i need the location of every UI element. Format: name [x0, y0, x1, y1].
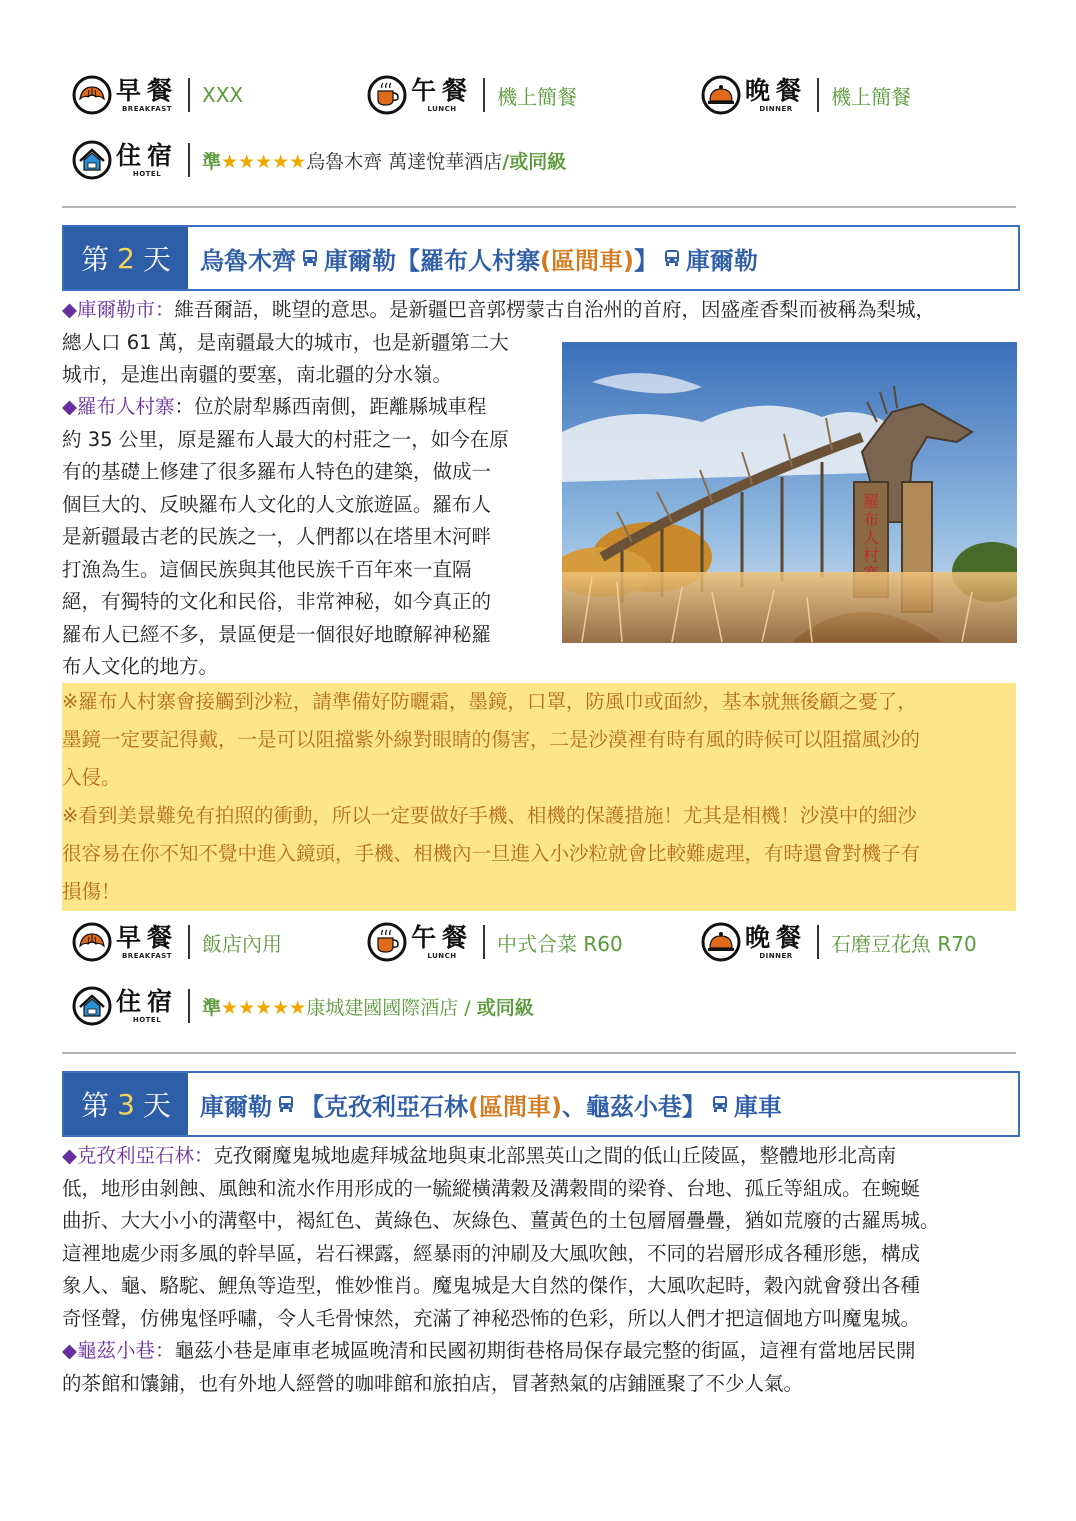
- breakfast-label: 早餐: [116, 922, 179, 952]
- route-stop: 【克孜利亞石林: [300, 1092, 468, 1121]
- breakfast-label: 早餐: [116, 75, 179, 105]
- dinner-label: 晚餐: [745, 75, 808, 105]
- breakfast-label-en: BREAKFAST: [121, 104, 173, 113]
- day1-breakfast: [72, 70, 243, 120]
- bus-icon: [302, 249, 318, 267]
- note-line: ※看到美景難免有拍照的衝動，所以一定要做好手機、相機的保護措施！尤其是相機！沙漠中的細沙: [62, 804, 917, 827]
- bus-icon: [712, 1095, 728, 1113]
- divider: [188, 78, 190, 112]
- croissant-icon: [72, 922, 112, 962]
- kucha-key: ◆龜茲小巷：: [62, 1339, 175, 1362]
- kucha-line: 的茶館和馕鋪，也有外地人經營的咖啡館和旅拍店，冒著熱氣的店鋪匯聚了不少人氣。: [62, 1371, 804, 1395]
- lunch-label-en: LUNCH: [427, 951, 457, 960]
- note-line: 入侵。: [62, 766, 121, 789]
- day1-lunch: [367, 70, 577, 120]
- day-prefix: 第: [81, 1089, 110, 1122]
- photo-sign-text: 羅布人村: [862, 492, 880, 565]
- day3-header: [62, 1071, 1020, 1137]
- hotel-label-en: HOTEL: [132, 1015, 162, 1024]
- hotel-alt: /或同級: [502, 150, 567, 173]
- divider: [817, 925, 819, 959]
- hotel-name: 烏魯木齊 萬達悅華酒店: [306, 150, 503, 173]
- kizil-line: 曲折、大大小小的溝壑中，褐紅色、黃綠色、灰綠色、薑黃色的土包層層疊疊，猶如荒廢的古羅馬城。: [62, 1209, 940, 1232]
- croissant-icon: [72, 75, 112, 115]
- hotel-grade: 準: [202, 150, 222, 173]
- note-line: 墨鏡一定要記得戴，一是可以阻擋紫外線對眼睛的傷害，二是沙漠裡有時有風的時候可以阻擋風沙的: [62, 728, 921, 751]
- kizil-line: 低，地形由剝蝕、風蝕和流水作用形成的一毓縱橫溝穀及溝穀間的梁脊、台地、孤丘等組成。在蜿蜒: [62, 1176, 921, 1200]
- hotel-value: [202, 147, 566, 174]
- lunch-value: 機上簡餐: [497, 84, 578, 109]
- day-number: 3: [117, 1087, 135, 1121]
- route-stop-2: 、龜茲小巷】: [561, 1092, 706, 1121]
- day-prefix: 第: [81, 243, 110, 276]
- korla-line: 總人口 61 萬，是南疆最大的城市，也是新疆第二大: [62, 330, 509, 354]
- kizil-line: 克孜爾魔鬼城地處拜城盆地與東北部黑英山之間的低山丘陵區，整體地形北高南: [213, 1144, 897, 1167]
- day1-hotel: [72, 135, 566, 185]
- divider: [188, 989, 190, 1023]
- dinner-label-en: DINNER: [759, 104, 793, 113]
- lunch-value: 中式合菜 R60: [497, 931, 623, 956]
- loplik-village-photo: [562, 342, 1017, 643]
- day2-breakfast: [72, 917, 282, 967]
- divider: [483, 78, 485, 112]
- lunch-label-en: LUNCH: [427, 104, 457, 113]
- loplik-line: 打漁為生。這個民族與其他民族千百年來一直隔: [62, 557, 472, 581]
- note-line: 損傷！: [62, 880, 121, 903]
- hotel-grade: 準: [202, 996, 222, 1019]
- route-destination: 庫車: [733, 1092, 782, 1121]
- day3-number-box: [64, 1073, 188, 1135]
- hotel-sep: /: [458, 996, 477, 1019]
- section-divider: [62, 206, 1016, 208]
- loplik-line: 布人文化的地方。: [62, 655, 219, 678]
- cloche-icon: [701, 75, 741, 115]
- dinner-label: 晚餐: [745, 922, 808, 952]
- divider: [817, 78, 819, 112]
- route-shuttle: (區間車): [540, 246, 634, 275]
- korla-line: 城市，是進出南疆的要塞，南北疆的分水嶺。: [62, 363, 453, 386]
- lunch-label: 午餐: [411, 922, 474, 952]
- day1-dinner: [701, 70, 911, 120]
- loplik-line: ：位於尉犁縣西南側，距離縣城車程: [174, 395, 487, 418]
- day2-dinner: [701, 917, 977, 967]
- dinner-value: 機上簡餐: [831, 84, 912, 109]
- loplik-line: 絕，有獨特的文化和民俗，非常神秘，如今真正的: [62, 590, 492, 613]
- section-divider: [62, 1052, 1016, 1054]
- day2-route: [188, 227, 1018, 289]
- kizil-line: 奇怪聲，仿佛鬼怪呼嘯，令人毛骨悚然，充滿了神秘恐怖的色彩，所以人們才把這個地方叫魔鬼城。: [62, 1306, 921, 1330]
- bus-icon: [664, 249, 680, 267]
- day-suffix: 天: [142, 1089, 171, 1122]
- star-rating: ★★★★★: [221, 996, 307, 1019]
- breakfast-value: 飯店內用: [202, 931, 283, 956]
- hotel-label: 住宿: [116, 140, 179, 170]
- loplik-line: 個巨大的、反映羅布人文化的人文旅遊區。羅布人: [62, 492, 492, 516]
- note-line: 很容易在你不知不覺中進入鏡頭，手機、相機內一旦進入小沙粒就會比較難處理，有時還會對機子有: [62, 842, 921, 865]
- route-shuttle: (區間車): [468, 1092, 562, 1121]
- coffee-cup-icon: [367, 922, 407, 962]
- kizil-line: 這裡地處少雨多風的幹旱區，岩石裸露，經暴雨的沖刷及大風吹蝕，不同的岩層形成各種形態，構成: [62, 1241, 921, 1265]
- cloche-icon: [701, 922, 741, 962]
- route-origin: 庫爾勒: [200, 1092, 272, 1121]
- loplik-line: 約 35 公里，原是羅布人最大的村莊之一，如今在原: [62, 427, 509, 451]
- day-number: 2: [117, 241, 135, 275]
- route-destination: 庫爾勒: [685, 246, 758, 275]
- note-line: ※羅布人村寨會接觸到沙粒，請準備好防曬霜，墨鏡，口罩，防風巾或面紗，基本就無後顧之憂了，: [62, 690, 917, 713]
- route-origin: 烏魯木齊: [200, 246, 296, 275]
- loplik-line: 羅布人已經不多，景區便是一個很好地瞭解神秘羅: [62, 622, 492, 646]
- house-icon: [72, 140, 112, 180]
- loplik-paragraph: [62, 391, 552, 684]
- house-icon: [72, 986, 112, 1026]
- coffee-cup-icon: [367, 75, 407, 115]
- day2-header: [62, 225, 1020, 291]
- loplik-line: 是新疆最古老的民族之一，人們都以在塔里木河畔: [62, 525, 492, 548]
- loplik-key: ◆羅布人村寨: [62, 395, 175, 418]
- kizil-paragraph: [62, 1140, 1022, 1400]
- divider: [188, 925, 190, 959]
- breakfast-label-en: BREAKFAST: [121, 951, 173, 960]
- route-bracket: 】: [633, 246, 658, 275]
- hotel-label-en: HOTEL: [132, 169, 162, 178]
- hotel-name: 康城建國國際酒店: [306, 996, 459, 1019]
- divider: [483, 925, 485, 959]
- day-suffix: 天: [142, 243, 171, 276]
- star-rating: ★★★★★: [221, 150, 307, 173]
- lunch-label: 午餐: [411, 75, 474, 105]
- dinner-value: 石磨豆花魚 R70: [831, 931, 977, 956]
- breakfast-value: XXX: [202, 83, 244, 107]
- day3-route: [188, 1073, 1018, 1135]
- day2-hotel: [72, 981, 534, 1031]
- dinner-label-en: DINNER: [759, 951, 793, 960]
- day2-lunch: [367, 917, 623, 967]
- route-stop: 庫爾勒【羅布人村寨: [324, 246, 540, 275]
- kizil-key: ◆克孜利亞石林：: [62, 1144, 214, 1167]
- korla-line: 維吾爾語，眺望的意思。是新疆巴音郭楞蒙古自治州的首府，因盛產香梨而被稱為梨城，: [174, 298, 936, 321]
- korla-key: ◆庫爾勒市：: [62, 298, 175, 321]
- sand-warning-note: [62, 683, 1016, 911]
- kucha-line: 龜茲小巷是庫車老城區晚清和民國初期街巷格局保存最完整的街區，這裡有當地居民開: [174, 1339, 916, 1362]
- hotel-label: 住宿: [116, 986, 179, 1016]
- divider: [188, 143, 190, 177]
- day2-number-box: [64, 227, 188, 289]
- hotel-value: [202, 993, 534, 1020]
- kizil-line: 象人、龜、駱駝、鯉魚等造型，惟妙惟肖。魔鬼城是大自然的傑作，大風吹起時，穀內就會發出各種: [62, 1274, 921, 1297]
- hotel-alt: 或同級: [476, 996, 534, 1019]
- loplik-line: 有的基礎上修建了很多羅布人特色的建築，做成一: [62, 460, 492, 483]
- bus-icon: [278, 1095, 294, 1113]
